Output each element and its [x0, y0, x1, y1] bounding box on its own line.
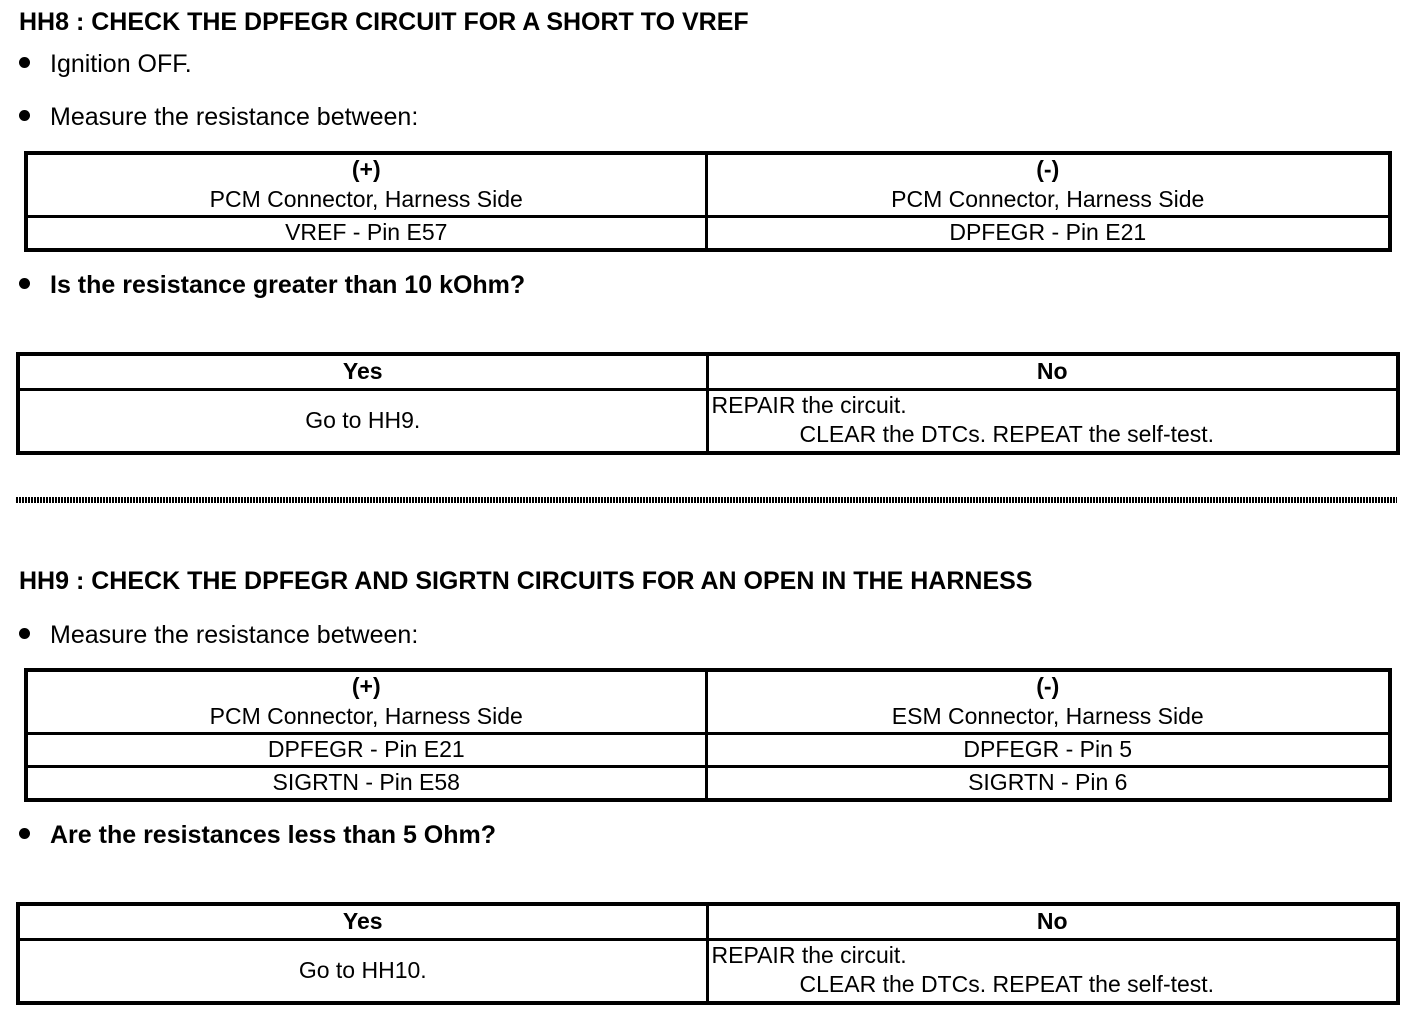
hh8-plus-header: PCM Connector, Harness Side — [209, 185, 523, 212]
bullet-dot-icon — [19, 110, 30, 121]
hh8-title: HH8 : CHECK THE DPFEGR CIRCUIT FOR A SHORT TO VREF — [19, 8, 749, 36]
hh9-minus-header: ESM Connector, Harness Side — [891, 702, 1204, 729]
hh8-bullet-question — [19, 273, 525, 298]
hh8-no-header: No — [707, 354, 1398, 389]
hh9-yes-header: Yes — [18, 904, 707, 939]
hh9-plus-header-cell — [26, 670, 706, 733]
hh8-no-line1: REPAIR the circuit. — [711, 391, 907, 418]
hh8-plus-symbol: (+) — [351, 156, 381, 182]
hh8-ignition-text: Ignition OFF. — [50, 50, 192, 78]
hh9-minus-symbol: (-) — [1036, 673, 1060, 699]
hh8-no-line2: CLEAR the DTCs. REPEAT the self-test. — [799, 421, 1215, 448]
hh8-measure-table — [24, 151, 1392, 252]
hh8-question-text: Is the resistance greater than 10 kOhm? — [50, 271, 526, 299]
bullet-dot-icon — [19, 278, 30, 289]
hh8-bullet-ignition — [19, 52, 192, 77]
table-row — [26, 733, 1390, 766]
hh9-no-cell — [707, 939, 1398, 1003]
hh8-result-table — [16, 352, 1400, 455]
hh9-no-line1: REPAIR the circuit. — [711, 941, 907, 968]
hh9-plus-header: PCM Connector, Harness Side — [209, 702, 523, 729]
hh8-minus-symbol: (-) — [1036, 156, 1060, 182]
table-row — [18, 939, 1398, 1003]
hh9-plus-symbol: (+) — [351, 673, 381, 699]
hh9-row1-minus: DPFEGR - Pin 5 — [706, 733, 1390, 766]
section-divider — [16, 497, 1397, 503]
hh8-plus-header-cell — [26, 153, 706, 216]
hh9-measure-text: Measure the resistance between: — [50, 621, 419, 649]
hh9-title: HH9 : CHECK THE DPFEGR AND SIGRTN CIRCUITS FOR AN OPEN IN THE HARNESS — [19, 567, 1033, 595]
hh9-bullet-question — [19, 823, 496, 848]
hh8-minus-header-cell — [706, 153, 1390, 216]
hh8-row1-plus: VREF - Pin E57 — [26, 216, 706, 249]
hh8-yes-header: Yes — [18, 354, 707, 389]
hh8-bullet-measure — [19, 105, 418, 130]
hh9-bullet-measure — [19, 623, 418, 648]
hh9-yes-text: Go to HH10. — [18, 939, 707, 1003]
hh9-row2-plus: SIGRTN - Pin E58 — [26, 766, 706, 799]
hh8-row1-minus: DPFEGR - Pin E21 — [706, 216, 1390, 249]
bullet-dot-icon — [19, 828, 30, 839]
hh9-row1-plus: DPFEGR - Pin E21 — [26, 733, 706, 766]
hh9-question-text: Are the resistances less than 5 Ohm? — [50, 821, 497, 849]
hh9-measure-table — [24, 668, 1392, 802]
table-row — [26, 766, 1390, 799]
hh9-minus-header-cell — [706, 670, 1390, 733]
hh8-measure-text: Measure the resistance between: — [50, 103, 419, 131]
hh9-no-line2: CLEAR the DTCs. REPEAT the self-test. — [799, 971, 1215, 998]
hh8-minus-header: PCM Connector, Harness Side — [891, 185, 1205, 212]
bullet-dot-icon — [19, 628, 30, 639]
hh8-yes-text: Go to HH9. — [18, 389, 707, 453]
hh8-no-cell — [707, 389, 1398, 453]
hh9-row2-minus: SIGRTN - Pin 6 — [706, 766, 1390, 799]
table-row — [18, 389, 1398, 453]
table-row — [26, 216, 1390, 249]
hh9-result-table — [16, 902, 1400, 1005]
hh9-no-header: No — [707, 904, 1398, 939]
bullet-dot-icon — [19, 57, 30, 68]
